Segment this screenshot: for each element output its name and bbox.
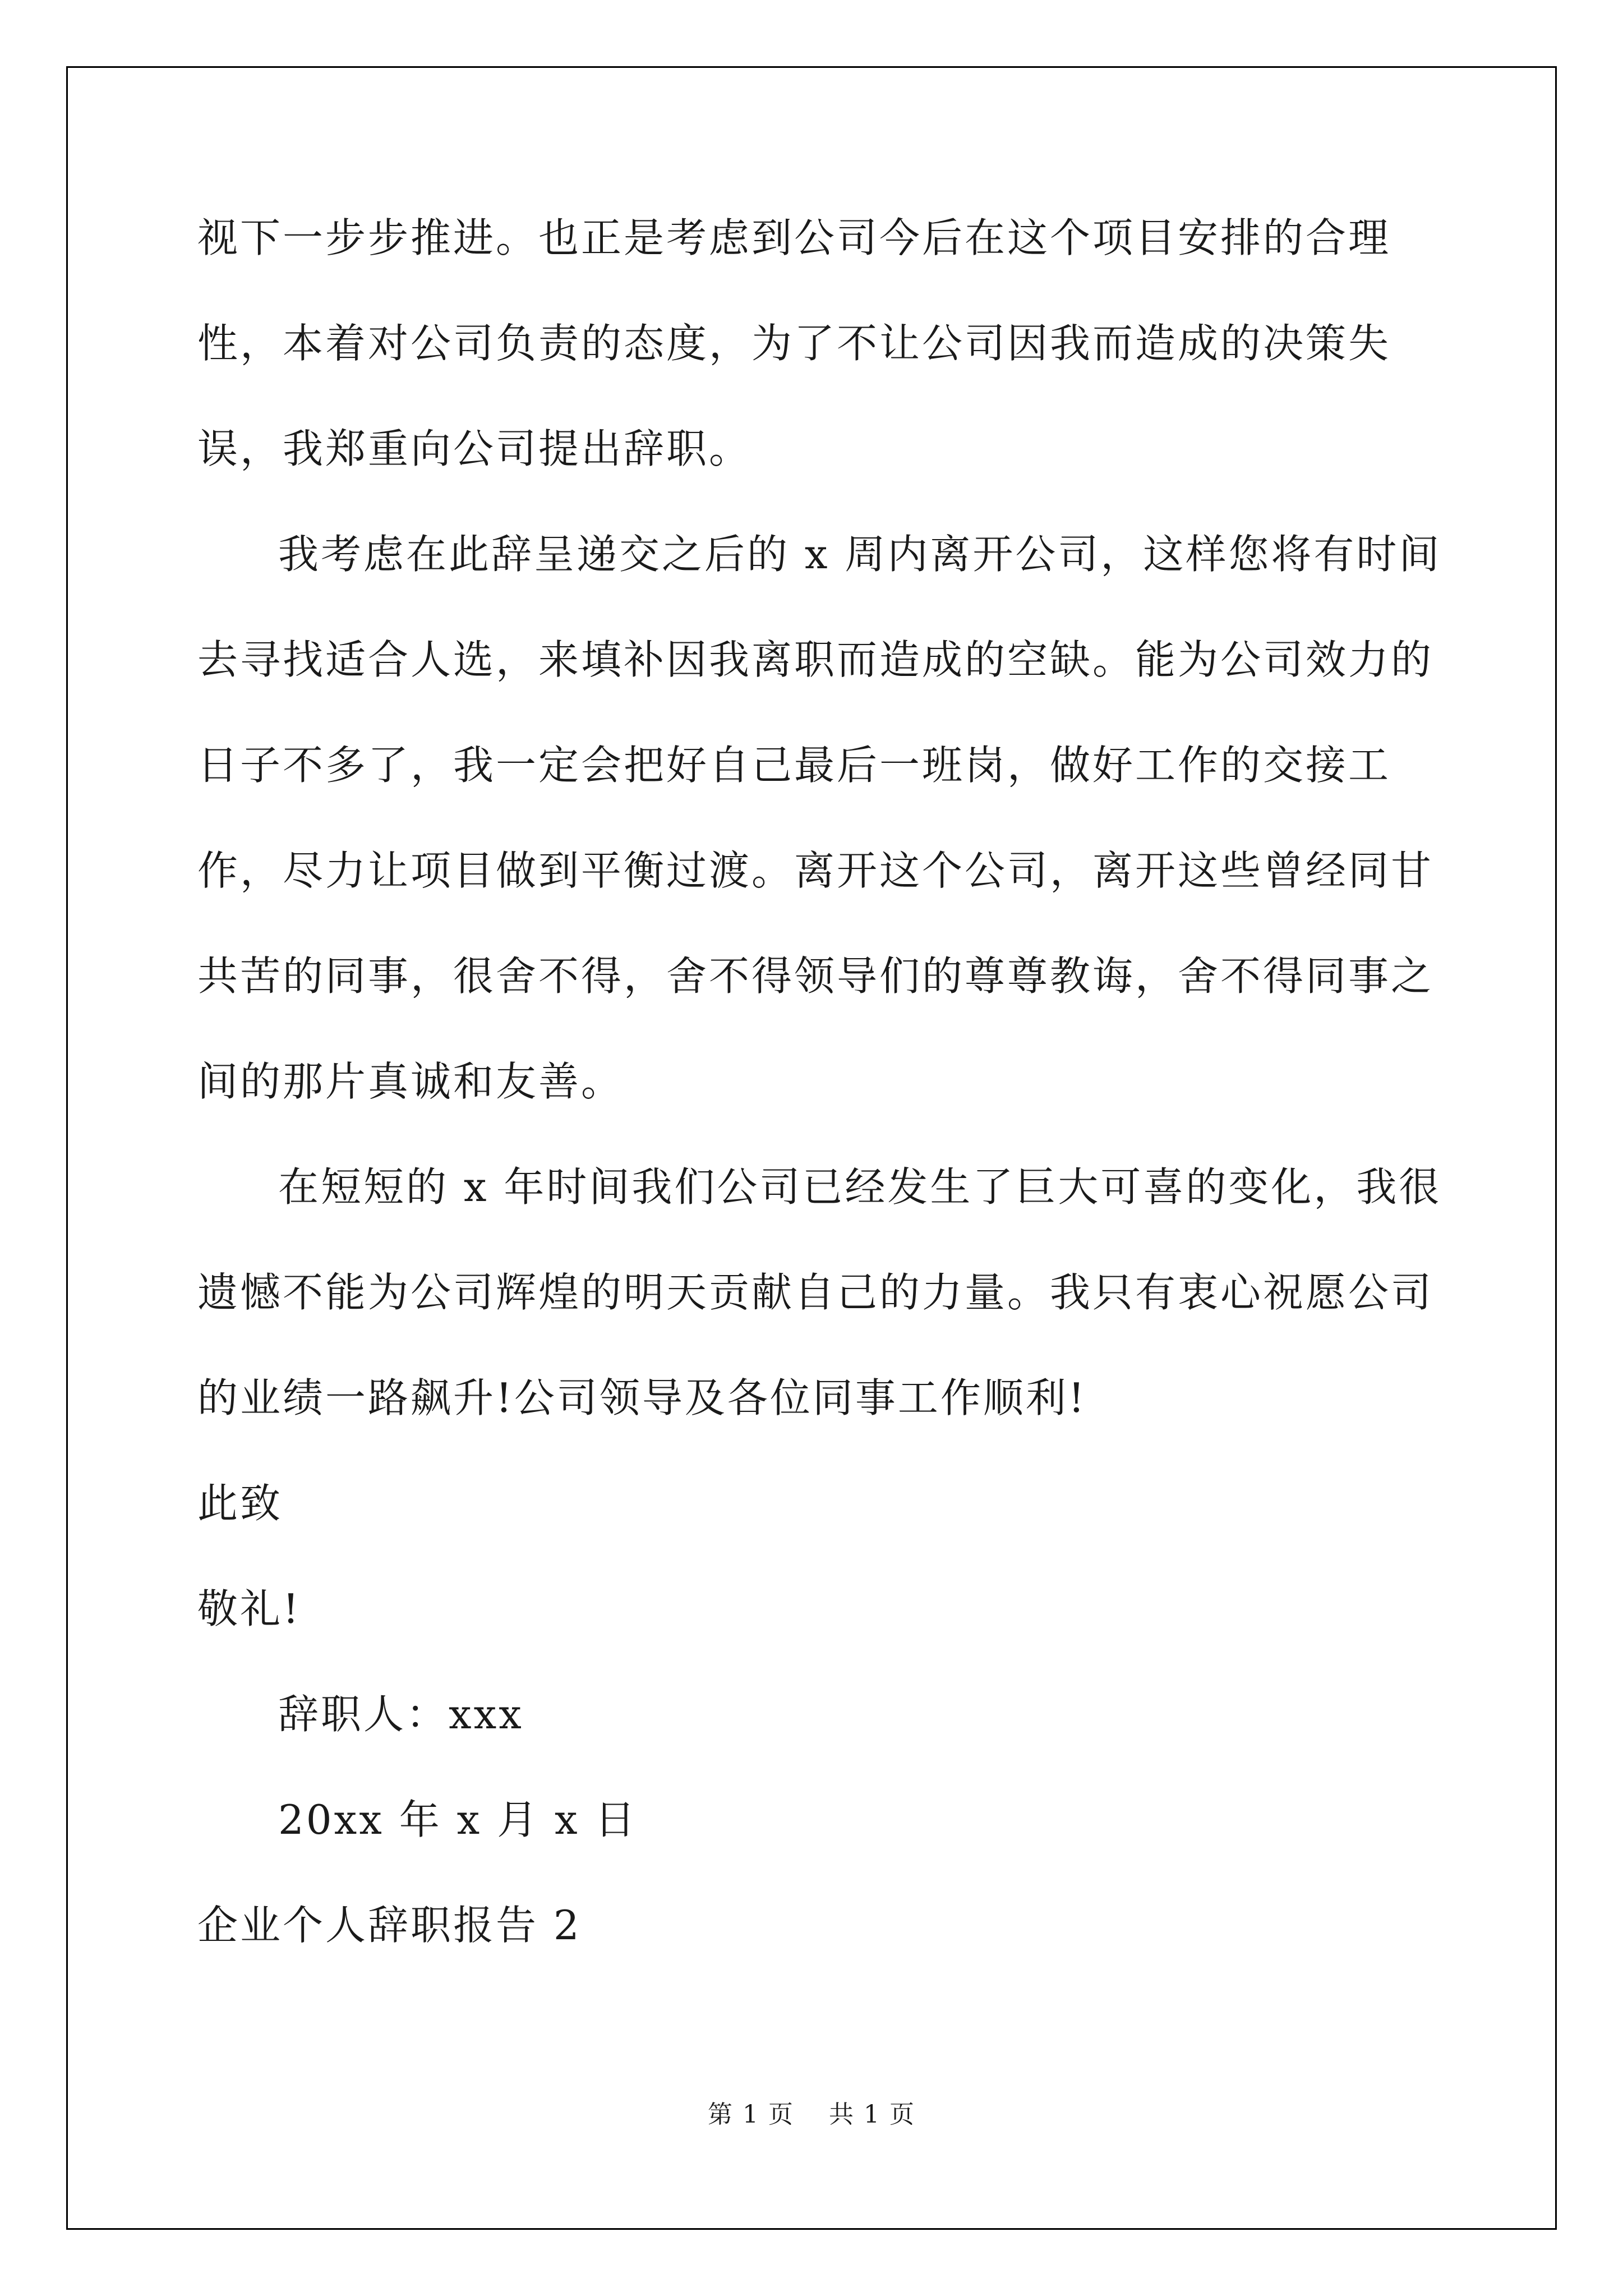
salutation: 此致: [197, 1480, 283, 1527]
paragraph-2: 我考虑在此辞呈递交之后的 x 周内离开公司，这样您将有时间去寻找适合人选，来填补因我离职而造成的空缺。能为公司效力的日子不多了，我一定会把好自己最后一班岗，做好工作的交接工作，尽力让项目做到平衡过渡。离开这个公司，离开这些曾经同甘共苦的同事，很舍不得，舍不得领导们的尊尊教诲，舍不得同事之间的那片真诚和友善。: [197, 531, 1442, 1105]
page-footer: 第 1 页 共 1 页: [708, 2100, 915, 2129]
document-body: [197, 185, 1454, 1978]
next-section-heading: 企业个人辞职报告 2: [197, 1902, 582, 1949]
signature: 辞职人：xxx: [278, 1691, 524, 1738]
paragraph-3: 在短短的 x 年时间我们公司已经发生了巨大可喜的变化，我很遗憾不能为公司辉煌的明天贡献自己的力量。我只有衷心祝愿公司的业绩一路飙升!公司领导及各位同事工作顺利!: [197, 1163, 1442, 1421]
date: 20xx 年 x 月 x 日: [278, 1796, 638, 1843]
closing: 敬礼!: [197, 1585, 301, 1632]
paragraph-1: 视下一步步推进。也正是考虑到公司今后在这个项目安排的合理性，本着对公司负责的态度，为了不让公司因我而造成的决策失误，我郑重向公司提出辞职。: [197, 214, 1391, 472]
